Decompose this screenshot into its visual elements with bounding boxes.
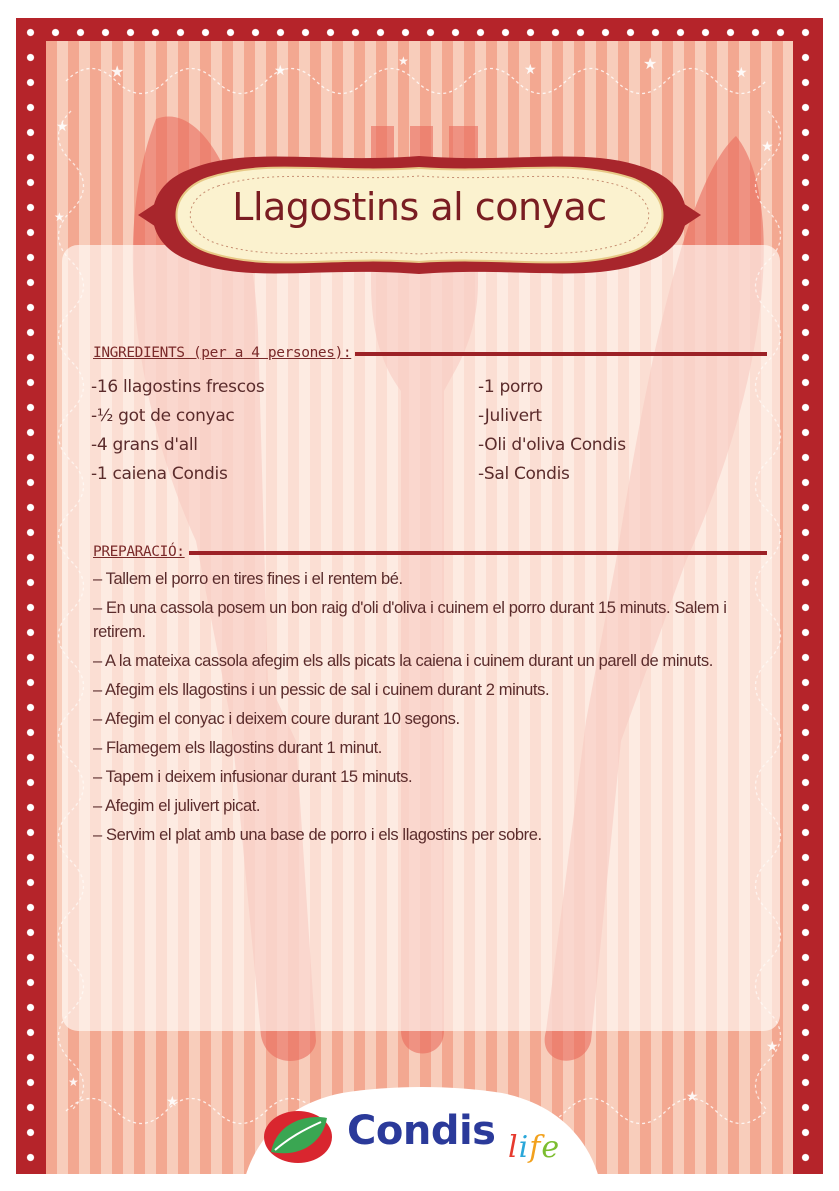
svg-text:★: ★: [735, 65, 748, 81]
ingredient-item: -16 llagostins frescos: [91, 377, 265, 397]
ingredient-item: -1 caiena Condis: [91, 464, 228, 484]
ingredients-heading-label: INGREDIENTS (per a 4 persones):: [93, 345, 352, 361]
suffix-letter: l: [508, 1130, 519, 1165]
svg-text:★: ★: [56, 119, 69, 135]
preparation-step: – En una cassola posem un bon raig d'oli d'oliva i cuinem el porro durant 15 minuts. Salem i retirem.: [93, 599, 727, 641]
ingredient-item: -½ got de conyac: [91, 406, 235, 426]
preparation-step: – A la mateixa cassola afegim els alls picats la caiena i cuinem durant un parell de minuts.: [93, 652, 713, 670]
ingredient-item: -Sal Condis: [478, 464, 570, 484]
condis-leaf-icon: [263, 1108, 333, 1166]
preparation-steps: [93, 567, 763, 852]
brand-logo-suffix: [508, 1130, 560, 1165]
svg-text:★: ★: [274, 63, 287, 79]
ingredients-divider: [355, 352, 767, 356]
ingredient-item: -1 porro: [478, 377, 543, 397]
ingredient-item: -Oli d'oliva Condis: [478, 435, 626, 455]
recipe-title: Llagostins al conyac: [232, 185, 607, 229]
svg-text:★: ★: [68, 1075, 79, 1089]
svg-text:★: ★: [524, 62, 537, 78]
preparation-divider: [189, 551, 767, 555]
ingredients-heading: [93, 345, 767, 361]
preparation-step: – Servim el plat amb una base de porro i els llagostins per sobre.: [93, 826, 542, 844]
preparation-step: – Afegim els llagostins i un pessic de sal i cuinem durant 2 minuts.: [93, 681, 550, 699]
ingredients-list-left: [91, 373, 264, 489]
suffix-letter: e: [541, 1130, 561, 1165]
preparation-step: – Tapem i deixem infusionar durant 15 minuts.: [93, 768, 413, 786]
preparation-step: – Afegim el conyac i deixem coure durant 10 segons.: [93, 710, 460, 728]
suffix-letter: f: [529, 1130, 542, 1165]
ingredients-list-right: [478, 373, 626, 489]
ingredient-item: -Julivert: [478, 406, 542, 426]
svg-text:★: ★: [54, 210, 65, 224]
preparation-step: – Tallem el porro en tires fines i el rentem bé.: [93, 570, 403, 588]
svg-text:★: ★: [761, 139, 774, 155]
svg-text:★: ★: [686, 1089, 699, 1105]
preparation-step: – Afegim el julivert picat.: [93, 797, 261, 815]
ingredient-item: -4 grans d'all: [91, 435, 198, 455]
preparation-heading: [93, 544, 767, 560]
preparation-step: – Flamegem els llagostins durant 1 minut.: [93, 739, 382, 757]
suffix-letter: i: [518, 1130, 530, 1165]
svg-text:★: ★: [398, 54, 409, 68]
svg-text:★: ★: [166, 1094, 179, 1110]
svg-text:★: ★: [766, 1039, 779, 1055]
preparation-heading-label: PREPARACIÓ:: [93, 544, 185, 560]
brand-logo-text: Condis: [347, 1108, 496, 1154]
svg-text:★: ★: [643, 54, 658, 73]
svg-text:★: ★: [110, 62, 125, 81]
